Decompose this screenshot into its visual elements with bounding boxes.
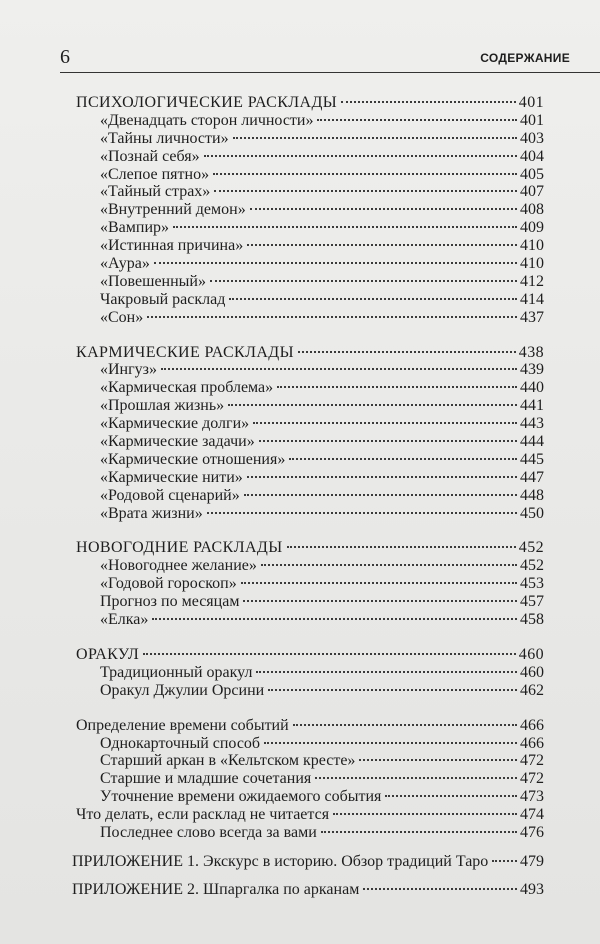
leader-dots xyxy=(210,280,517,282)
toc-item[interactable]: «Двенадцать сторон личности» 401 xyxy=(100,111,544,129)
toc-item[interactable]: «Слепое пятно» 405 xyxy=(100,165,544,183)
leader-dots xyxy=(341,101,516,103)
toc-item[interactable]: «Кармические нити» 447 xyxy=(100,468,544,486)
toc-item[interactable]: Оракул Джулии Орсини 462 xyxy=(100,681,544,699)
leader-dots xyxy=(244,494,517,496)
leader-dots xyxy=(147,316,517,318)
toc-item[interactable]: «Тайный страх» 407 xyxy=(100,183,544,201)
toc-section-oracle[interactable]: ОРАКУЛ 460 xyxy=(76,645,544,663)
toc-item[interactable]: «Повешенный» 412 xyxy=(100,272,544,290)
toc-section-newyear[interactable]: НОВОГОДНИЕ РАСКЛАДЫ 452 xyxy=(76,539,544,557)
leader-dots xyxy=(259,440,517,442)
toc-item[interactable]: «Истинная причина» 410 xyxy=(100,237,544,255)
toc-item[interactable]: «Родовой сценарий» 448 xyxy=(100,486,544,504)
leader-dots xyxy=(359,759,517,761)
leader-dots xyxy=(277,386,517,388)
leader-dots xyxy=(228,404,517,406)
toc-item[interactable]: Старшие и младшие сочетания 472 xyxy=(100,770,544,788)
toc-item[interactable]: «Кармические отношения» 445 xyxy=(100,450,544,468)
leader-dots xyxy=(256,671,517,673)
toc-item[interactable]: «Елка» 458 xyxy=(100,611,544,629)
toc-item[interactable]: «Ингуз» 439 xyxy=(100,361,544,379)
toc-item[interactable]: «Тайны личности» 403 xyxy=(100,129,544,147)
leader-dots xyxy=(173,226,517,228)
toc-appendix-1[interactable]: ПРИЛОЖЕНИЕ 1. Экскурс в историю. Обзор традиций Таро 479 xyxy=(72,852,544,870)
leader-dots xyxy=(287,546,516,548)
leader-dots xyxy=(233,137,517,139)
leader-dots xyxy=(363,888,517,890)
header-rule xyxy=(60,72,600,73)
leader-dots xyxy=(241,582,517,584)
leader-dots xyxy=(243,600,517,602)
toc-section-timing[interactable]: Определение времени событий 466 xyxy=(76,716,544,734)
toc-item[interactable]: Прогноз по месяцам 457 xyxy=(100,593,544,611)
leader-dots xyxy=(161,368,517,370)
leader-dots xyxy=(250,208,517,210)
toc-section-psych[interactable]: ПСИХОЛОГИЧЕСКИЕ РАСКЛАДЫ 401 xyxy=(76,94,544,111)
toc-item[interactable]: Традиционный оракул 460 xyxy=(100,663,544,681)
leader-dots xyxy=(264,742,517,744)
toc-section-karmic[interactable]: КАРМИЧЕСКИЕ РАСКЛАДЫ 438 xyxy=(76,343,544,361)
leader-dots xyxy=(268,689,517,691)
leader-dots xyxy=(213,173,517,175)
leader-dots xyxy=(143,653,516,655)
toc-item[interactable]: «Вампир» 409 xyxy=(100,219,544,237)
leader-dots xyxy=(385,795,517,797)
running-title: СОДЕРЖАНИЕ xyxy=(480,51,570,65)
toc-item[interactable]: Старший аркан в «Кельтском кресте» 472 xyxy=(100,752,544,770)
toc-item[interactable]: «Кармические задачи» 444 xyxy=(100,433,544,451)
toc-item[interactable]: «Врата жизни» 450 xyxy=(100,504,544,522)
leader-dots xyxy=(293,724,517,726)
toc-item[interactable]: «Аура» 410 xyxy=(100,255,544,273)
leader-dots xyxy=(152,618,517,620)
toc-item[interactable]: «Сон» 437 xyxy=(100,308,544,326)
leader-dots xyxy=(492,860,517,862)
toc-entry[interactable]: Что делать, если расклад не читается 474 xyxy=(76,806,544,824)
toc-item[interactable]: «Прошлая жизнь» 441 xyxy=(100,397,544,415)
leader-dots xyxy=(247,476,517,478)
toc-item[interactable]: «Годовой гороскоп» 453 xyxy=(100,575,544,593)
leader-dots xyxy=(333,813,517,815)
leader-dots xyxy=(315,777,517,779)
leader-dots xyxy=(214,190,517,192)
toc-item[interactable]: Однокарточный способ 466 xyxy=(100,734,544,752)
toc-item[interactable]: «Кармические долги» 443 xyxy=(100,415,544,433)
leader-dots xyxy=(229,298,517,300)
toc-item[interactable]: «Внутренний демон» 408 xyxy=(100,201,544,219)
leader-dots xyxy=(321,831,517,833)
toc-item[interactable]: Уточнение времени ожидаемого события 473 xyxy=(100,788,544,806)
leader-dots xyxy=(261,564,517,566)
toc-item[interactable]: «Новогоднее желание» 452 xyxy=(100,557,544,575)
leader-dots xyxy=(247,244,517,246)
toc-entry[interactable]: Последнее слово всегда за вами 476 xyxy=(100,823,544,841)
table-of-contents xyxy=(72,94,544,899)
leader-dots xyxy=(298,351,516,353)
toc-item[interactable]: «Познай себя» 404 xyxy=(100,147,544,165)
leader-dots xyxy=(253,422,517,424)
toc-item[interactable]: «Кармическая проблема» 440 xyxy=(100,379,544,397)
leader-dots xyxy=(317,119,517,121)
leader-dots xyxy=(207,512,517,514)
leader-dots xyxy=(154,262,517,264)
toc-appendix-2[interactable]: ПРИЛОЖЕНИЕ 2. Шпаргалка по арканам 493 xyxy=(72,880,544,898)
page-number: 6 xyxy=(60,46,70,68)
leader-dots xyxy=(289,458,517,460)
toc-item[interactable]: Чакровый расклад 414 xyxy=(100,290,544,308)
leader-dots xyxy=(204,155,517,157)
